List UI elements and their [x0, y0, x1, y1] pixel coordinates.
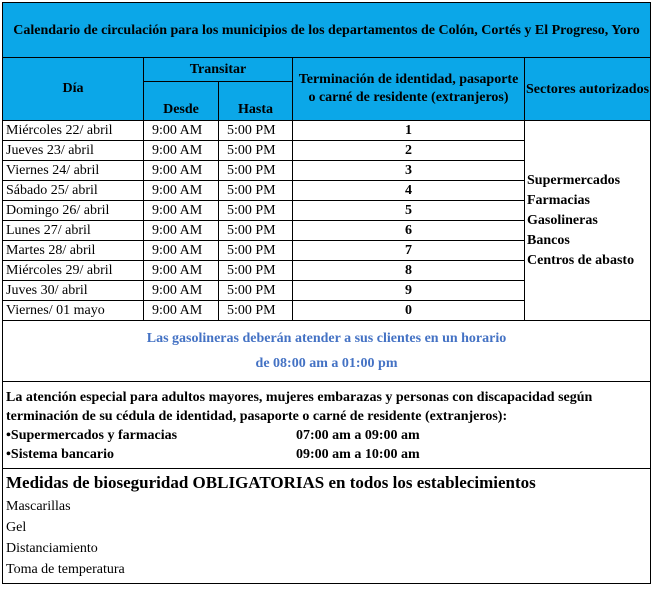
- day-cell: Miércoles 29/ abril: [3, 261, 144, 281]
- circulation-table: [2, 2, 651, 584]
- day-cell: Martes 28/ abril: [3, 241, 144, 261]
- day-cell: Viernes 24/ abril: [3, 161, 144, 181]
- sectors-cell: [525, 121, 651, 321]
- digit-cell: 0: [293, 301, 525, 321]
- header-desde: Desde: [144, 82, 219, 121]
- digit-cell: 7: [293, 241, 525, 261]
- special-attention-block: [3, 382, 651, 469]
- day-cell: Domingo 26/ abril: [3, 201, 144, 221]
- from-cell: 9:00 AM: [144, 121, 219, 141]
- day-cell: Juves 30/ abril: [3, 281, 144, 301]
- header-dia: Día: [3, 58, 144, 121]
- from-cell: 9:00 AM: [144, 281, 219, 301]
- to-cell: 5:00 PM: [219, 301, 293, 321]
- from-cell: 9:00 AM: [144, 241, 219, 261]
- biosecurity-block: [3, 469, 651, 584]
- digit-cell: 9: [293, 281, 525, 301]
- digit-cell: 4: [293, 181, 525, 201]
- sector-item: Bancos: [527, 232, 570, 248]
- from-cell: 9:00 AM: [144, 261, 219, 281]
- digit-cell: 2: [293, 141, 525, 161]
- biosecurity-heading: Medidas de bioseguridad OBLIGATORIAS en todos los establecimientos: [6, 473, 536, 492]
- biosecurity-item: Mascarillas: [6, 499, 71, 514]
- from-cell: 9:00 AM: [144, 181, 219, 201]
- sector-item: Gasolineras: [527, 212, 598, 228]
- from-cell: 9:00 AM: [144, 301, 219, 321]
- to-cell: 5:00 PM: [219, 141, 293, 161]
- day-cell: Sábado 25/ abril: [3, 181, 144, 201]
- page-title: Calendario de circulación para los municipios de los departamentos de Colón, Cortés y El Progreso, Yoro: [3, 3, 651, 58]
- digit-cell: 1: [293, 121, 525, 141]
- day-cell: Viernes/ 01 mayo: [3, 301, 144, 321]
- day-cell: Lunes 27/ abril: [3, 221, 144, 241]
- sector-item: Farmacias: [527, 192, 590, 208]
- special-item: [6, 426, 648, 445]
- biosecurity-item: Distanciamiento: [6, 541, 98, 556]
- biosecurity-item: Gel: [6, 520, 27, 535]
- special-item-time: 09:00 am a 10:00 am: [296, 447, 420, 462]
- to-cell: 5:00 PM: [219, 241, 293, 261]
- from-cell: 9:00 AM: [144, 161, 219, 181]
- header-transitar: Transitar: [144, 58, 293, 82]
- from-cell: 9:00 AM: [144, 201, 219, 221]
- header-terminacion: Terminación de identidad, pasaporte o carné de residente (extranjeros): [293, 58, 525, 121]
- day-cell: Miércoles 22/ abril: [3, 121, 144, 141]
- gas-station-notice: [3, 321, 651, 382]
- to-cell: 5:00 PM: [219, 281, 293, 301]
- to-cell: 5:00 PM: [219, 261, 293, 281]
- digit-cell: 8: [293, 261, 525, 281]
- from-cell: 9:00 AM: [144, 221, 219, 241]
- table-row: [3, 121, 651, 141]
- to-cell: 5:00 PM: [219, 181, 293, 201]
- gas-notice-line-1: Las gasolineras deberán atender a sus clientes en un horario: [146, 331, 507, 346]
- from-cell: 9:00 AM: [144, 141, 219, 161]
- digit-cell: 5: [293, 201, 525, 221]
- special-item-label: •Sistema bancario: [6, 447, 114, 462]
- special-item-label: •Supermercados y farmacias: [6, 428, 178, 443]
- special-attention-text: La atención especial para adultos mayores, mujeres embarazas y personas con discapacidad según terminación de su cédula de identidad, pasaporte o carné de residente (extranjeros):: [6, 390, 593, 424]
- digit-cell: 3: [293, 161, 525, 181]
- digit-cell: 6: [293, 221, 525, 241]
- day-cell: Jueves 23/ abril: [3, 141, 144, 161]
- to-cell: 5:00 PM: [219, 121, 293, 141]
- to-cell: 5:00 PM: [219, 161, 293, 181]
- special-item: [6, 445, 648, 464]
- to-cell: 5:00 PM: [219, 221, 293, 241]
- biosecurity-item: Toma de temperatura: [6, 562, 125, 577]
- sector-item: Supermercados: [527, 172, 621, 188]
- header-sectores: Sectores autorizados: [525, 58, 651, 121]
- gas-notice-line-2: de 08:00 am a 01:00 pm: [255, 356, 398, 371]
- to-cell: 5:00 PM: [219, 201, 293, 221]
- header-hasta: Hasta: [219, 82, 293, 121]
- sector-item: Centros de abasto: [527, 252, 635, 268]
- special-item-time: 07:00 am a 09:00 am: [296, 428, 420, 443]
- schedule-document: [2, 2, 650, 584]
